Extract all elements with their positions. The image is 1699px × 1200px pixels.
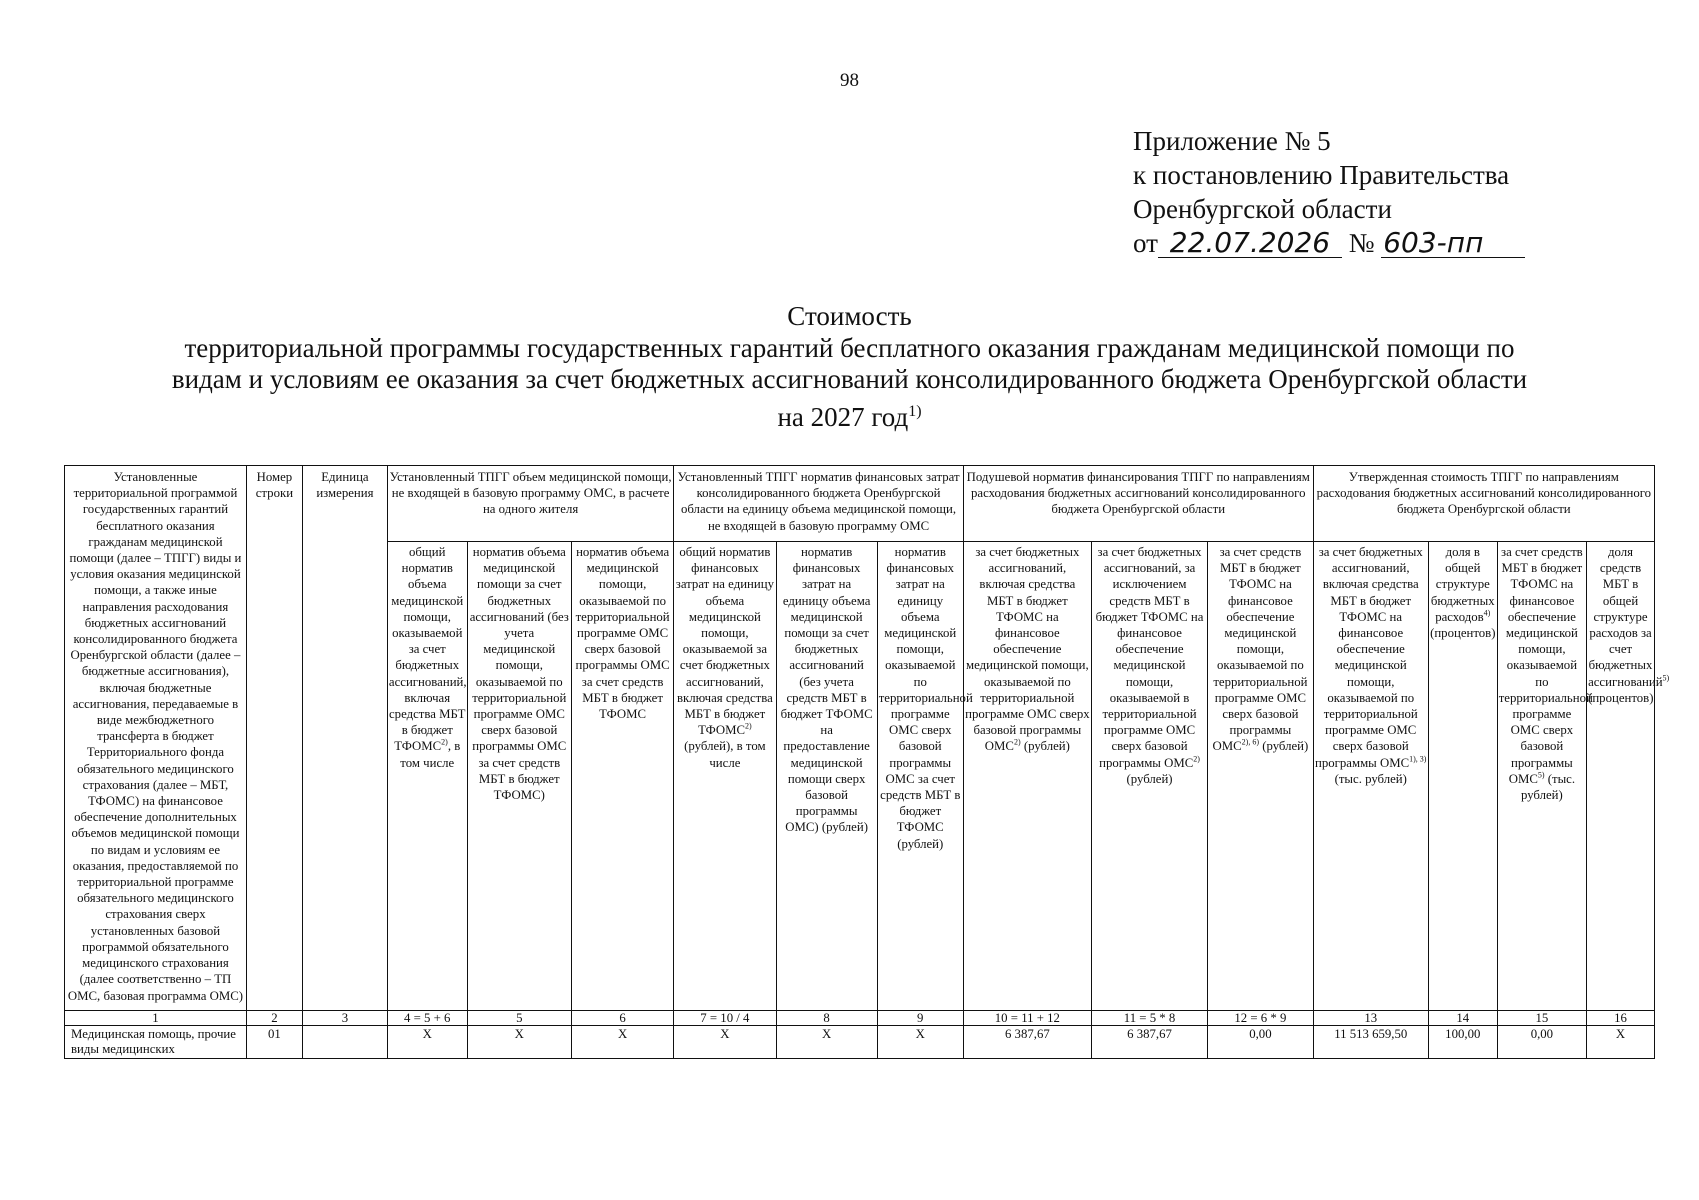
table-cell: Х (1587, 1026, 1655, 1059)
header-col-2: Номер строки (246, 466, 302, 1011)
col-number: 10 = 11 + 12 (963, 1011, 1091, 1026)
appendix-line-2: к постановлению Правительства (1133, 160, 1510, 190)
table-cell: Х (776, 1026, 877, 1059)
header-col-11: за счет бюджетных ассигнований, за исключением средств МБТ в бюджет ТФОМС на финансовое обеспечение медицинской помощи, оказываемой в территориальной программе ОМС сверх базовой программы ОМС$^{2)}$ (рублей) (1091, 542, 1207, 1011)
title-line-2: территориальной программы государственных гарантий бесплатного оказания гражданам медицинской помощи по (184, 332, 1515, 363)
row-number: 01 (246, 1026, 302, 1059)
title-line-1: Стоимость (787, 301, 912, 331)
col-number: 9 (877, 1011, 963, 1026)
page-number: 98 (840, 70, 859, 91)
header-col-16: доля средств МБТ в общей структуре расходов за счет бюджетных ассигнований$^{5)}$ (процентов) (1587, 542, 1655, 1011)
col-number: 11 = 5 * 8 (1091, 1011, 1207, 1026)
header-col-10: за счет бюджетных ассигнований, включая средства МБТ в бюджет ТФОМС на финансовое обеспечение медицинской помощи, оказываемой по территориальной программе ОМС сверх базовой программы ОМС$^{2)}$ (рублей) (963, 542, 1091, 1011)
table-cell: 11 513 659,50 (1313, 1026, 1428, 1059)
appendix-line-1: Приложение № 5 (1133, 126, 1331, 156)
header-group-per-capita: Подушевой норматив финансирования ТПГГ по направлениям расходования бюджетных ассигнований консолидированного бюджета Оренбургской области (963, 466, 1313, 542)
header-col-6: норматив объема медицинской помощи, оказываемой по территориальной программе ОМС сверх базовой программы ОМС за счет средств МБТ в бюджет ТФОМС (571, 542, 673, 1011)
handwritten-date: 22.07.2026 (1158, 229, 1342, 258)
title-line-4 (0, 396, 1699, 434)
header-col-4: общий норматив объема медицинской помощи, оказываемой за счет бюджетных ассигнований, включая средства МБТ в бюджет ТФОМС$^{2)}$, в том числе (387, 542, 467, 1011)
table-cell: 6 387,67 (963, 1026, 1091, 1059)
column-numbering-row (65, 1011, 1655, 1026)
table-row (65, 1026, 1655, 1059)
header-group-cost-norm: Установленный ТПГГ норматив финансовых затрат консолидированного бюджета Оренбургской области на единицу объема медицинской помощи, не входящей в базовую программу ОМС (674, 466, 964, 542)
col-number: 3 (302, 1011, 387, 1026)
appendix-block (1133, 124, 1525, 260)
title-footnote: 1) (908, 402, 922, 420)
header-col-13: за счет бюджетных ассигнований, включая средства МБТ в бюджет ТФОМС на финансовое обеспечение медицинской помощи, оказываемой по территориальной программе ОМС сверх базовой программы $ОМС^{1), 3)}$ (тыс. рублей) (1313, 542, 1428, 1011)
header-col-3: Единица измерения (302, 466, 387, 1011)
col-number: 16 (1587, 1011, 1655, 1026)
col-number: 5 (467, 1011, 571, 1026)
title-year: на 2027 год (777, 401, 909, 432)
col-number: 8 (776, 1011, 877, 1026)
title-line-3: видам и условиям ее оказания за счет бюджетных ассигнований консолидированного бюджета Оренбургской области (171, 364, 1528, 394)
table-cell: 0,00 (1497, 1026, 1586, 1059)
col-number: 14 (1428, 1011, 1497, 1026)
header-col-14: доля в общей структуре бюджетных расходов$^{4)}$ (процентов) (1428, 542, 1497, 1011)
header-group-volume: Установленный ТПГГ объем медицинской помощи, не входящей в базовую программу ОМС, в расчете на одного жителя (387, 466, 673, 542)
cost-table (64, 465, 1670, 1059)
header-col-9: норматив финансовых затрат на единицу объема медицинской помощи, оказываемой по территориальной программе ОМС сверх базовой программы ОМС за счет средств МБТ в бюджет ТФОМС (рублей) (877, 542, 963, 1011)
col-number: 13 (1313, 1011, 1428, 1026)
row-name: Медицинская помощь, прочие виды медицинских (65, 1026, 247, 1059)
header-col-7: общий норматив финансовых затрат на единицу объема медицинской помощи, оказываемой за счет бюджетных ассигнований, включая средства МБТ в бюджет ТФОМС$^{2)}$ (рублей), в том числе (674, 542, 776, 1011)
header-col-1: Установленные территориальной программой государственных гарантий бесплатного оказания гражданам медицинской помощи (далее – ТПГГ) виды и условия оказания медицинской помощи, а также иные направления расходования бюджетных ассигнований консолидированного бюджета Оренбургской области (далее – бюджетные ассигнования), включая бюджетные ассигнования, передаваемые в виде межбюджетного трансферта в бюджет Территориального фонда обязательного медицинского страхования (далее – МБТ, ТФОМС) на финансовое обеспечение дополнительных объемов медицинской помощи по видам и условиям ее оказания, предоставляемой по территориальной программе обязательного медицинского страхования сверх установленных базовой программой обязательного медицинского страхования (далее соответственно – ТП ОМС, базовая программа ОМС) (65, 466, 247, 1011)
table-cell: Х (467, 1026, 571, 1059)
appendix-date-line (1133, 226, 1525, 260)
table-cell: 100,00 (1428, 1026, 1497, 1059)
appendix-number-label: № (1348, 228, 1375, 258)
header-row-groups (65, 466, 1655, 542)
row-unit (302, 1026, 387, 1059)
col-number: 2 (246, 1011, 302, 1026)
table-cell: Х (674, 1026, 776, 1059)
table-cell: Х (877, 1026, 963, 1059)
handwritten-number: 603-пп (1381, 229, 1525, 258)
col-number: 4 = 5 + 6 (387, 1011, 467, 1026)
table-cell: Х (387, 1026, 467, 1059)
col-number: 6 (571, 1011, 673, 1026)
table-cell: 0,00 (1208, 1026, 1314, 1059)
header-group-approved-cost: Утвержденная стоимость ТПГГ по направлениям расходования бюджетных ассигнований консолидированного бюджета Оренбургской области (1313, 466, 1654, 542)
appendix-from: от (1133, 228, 1158, 258)
appendix-line-3: Оренбургской области (1133, 194, 1392, 224)
table-cell: Х (571, 1026, 673, 1059)
header-col-15: за счет средств МБТ в бюджет ТФОМС на финансовое обеспечение медицинской помощи, оказываемой по территориальной программе ОМС сверх базовой программы ОМС$^{5)}$ (тыс. рублей) (1497, 542, 1586, 1011)
table-cell: 6 387,67 (1091, 1026, 1207, 1059)
header-col-5: норматив объема медицинской помощи за счет бюджетных ассигнований (без учета медицинской помощи, оказываемой по территориальной программе ОМС сверх базовой программы ОМС за счет средств МБТ в бюджет ТФОМС) (467, 542, 571, 1011)
document-title (0, 301, 1699, 433)
col-number: 15 (1497, 1011, 1586, 1026)
col-number: 12 = 6 * 9 (1208, 1011, 1314, 1026)
col-number: 1 (65, 1011, 247, 1026)
header-col-12: за счет средств МБТ в бюджет ТФОМС на финансовое обеспечение медицинской помощи, оказываемой по территориальной программе ОМС сверх базовой программы $ОМС^{2), 6)}$ (рублей) (1208, 542, 1314, 1011)
header-col-8: норматив финансовых затрат на единицу объема медицинской помощи за счет бюджетных ассигнований (без учета средств МБТ в бюджет ТФОМС на предоставление медицинской помощи сверх базовой программы ОМС) (рублей) (776, 542, 877, 1011)
col-number: 7 = 10 / 4 (674, 1011, 776, 1026)
